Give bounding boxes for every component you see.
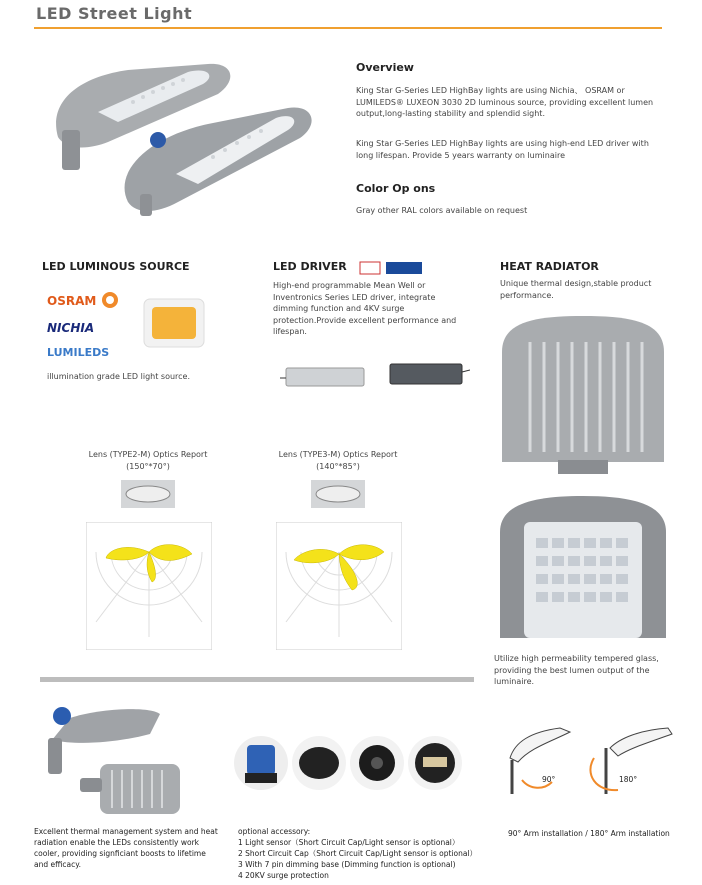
osram-bulb-icon bbox=[101, 291, 119, 309]
optics-type3-title: Lens (TYPE3-M) Optics Report bbox=[278, 450, 398, 459]
led-chip-image bbox=[138, 295, 210, 353]
overview-paragraph-2: King Star G-Series LED HighBay lights are using high-end LED driver with long lifespan. Provide 5 years warranty on luminaire bbox=[356, 139, 649, 160]
lumileds-logo: LUMILEDS bbox=[47, 346, 110, 359]
driver-brand-logos bbox=[358, 260, 424, 276]
luminous-source-heading: LED LUMINOUS SOURCE bbox=[42, 260, 190, 273]
street-light-with-sensor-image bbox=[40, 700, 190, 824]
optional-accessories-images bbox=[233, 733, 465, 793]
color-options-heading: Color Op ons bbox=[356, 182, 436, 195]
luminous-source-caption: illumination grade LED light source. bbox=[47, 372, 191, 381]
color-options-text: Gray other RAL colors available on request bbox=[356, 206, 528, 215]
tempered-glass-text: Utilize high permeability tempered glass, providing the best lumen output of the luminaire. bbox=[494, 654, 659, 686]
accessory-item-4: 4 20KV surge protection bbox=[238, 871, 329, 880]
optics-type3-polar-chart bbox=[276, 522, 402, 650]
thermal-management-text: Excellent thermal management system and heat radiation enable the LEDs consistently work cooler, providing signficiant boosts to lifetime and efficacy. bbox=[34, 827, 218, 869]
street-light-hero-image bbox=[38, 42, 338, 232]
tempered-glass-image bbox=[494, 492, 672, 638]
arm-angle-90: 90° bbox=[542, 775, 556, 784]
overview-paragraph-1: King Star G-Series LED HighBay lights are using Nichia、 OSRAM or LUMILEDS® LUXEON 3030 2D luminous source, providing excellent lumen output,long-lasting stability and splendid sight. bbox=[356, 86, 654, 118]
accessory-item-2: 2 Short Circuit Cap（Short Circuit Cap/Light sensor is optional） bbox=[238, 849, 478, 858]
heat-radiator-text: Unique thermal design,stable product performance. bbox=[500, 279, 652, 300]
lens-type2-image bbox=[121, 480, 175, 508]
arm-angle-180: 180° bbox=[619, 775, 638, 784]
accessory-item-3: 3 With 7 pin dimming base (Dimming function is optional) bbox=[238, 860, 456, 869]
heat-radiator-heading: HEAT RADIATOR bbox=[500, 260, 599, 273]
lens-type3-image bbox=[311, 480, 365, 508]
optics-type2-polar-chart bbox=[86, 522, 212, 650]
page-title: LED Street Light bbox=[36, 4, 193, 23]
section-divider-bar bbox=[40, 677, 474, 682]
driver-heading: LED DRIVER bbox=[273, 260, 347, 273]
driver-text: High-end programmable Mean Well or Inventronics Series LED driver, integrate dimming function and 4KV surge protection.Provide excellent performance and lifespan. bbox=[273, 281, 457, 336]
nichia-logo: NICHIA bbox=[47, 321, 95, 335]
accessory-item-1: 1 Light sensor（Short Circuit Cap/Light sensor is optional） bbox=[238, 838, 460, 847]
accessory-heading: optional accessory: bbox=[238, 827, 311, 836]
osram-logo: OSRAM bbox=[47, 294, 97, 308]
title-divider bbox=[34, 27, 662, 29]
arm-installation-caption: 90° Arm installation / 180° Arm installation bbox=[508, 829, 670, 838]
arm-installation-drawings bbox=[500, 718, 678, 798]
optics-type2-title: Lens (TYPE2-M) Optics Report bbox=[88, 450, 208, 459]
overview-heading: Overview bbox=[356, 61, 414, 74]
heat-radiator-image bbox=[494, 312, 672, 484]
optics-type3-angle: (140°*85°) bbox=[316, 462, 360, 471]
optics-type2-angle: (150°*70°) bbox=[126, 462, 170, 471]
led-driver-image bbox=[280, 358, 470, 394]
